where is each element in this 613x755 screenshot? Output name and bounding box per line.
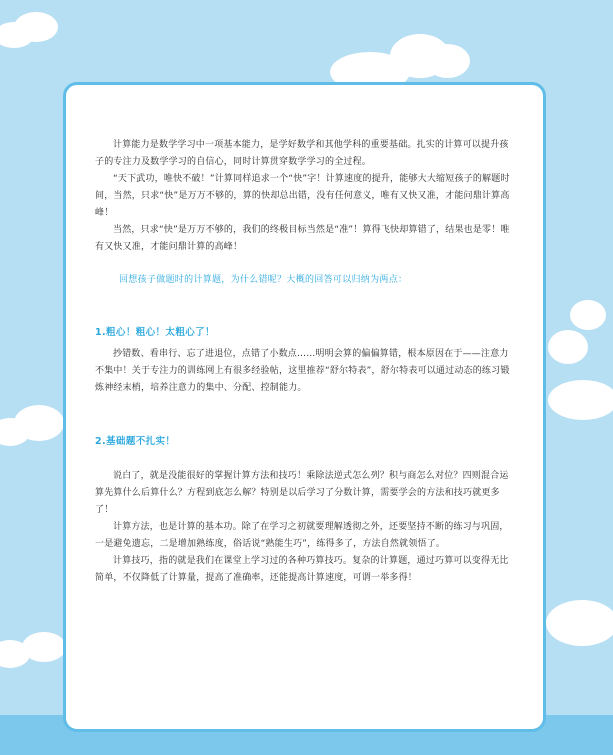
section-1-heading: 1.粗心！粗心！太粗心了！ (95, 327, 215, 338)
section-1-body: 抄错数、看串行、忘了进退位，点错了小数点……明明会算的偏偏算错，根本原因在于——注意力不集中！关于专注力的训练网上有很多经验帖，这里推荐“舒尔特表”，舒尔特表可以通过动态的练习锻炼神经末梢，培养注意力的集中、分配、控制能力。 (95, 349, 510, 393)
cloud-decoration (0, 22, 34, 48)
callout-question: 回想孩子做题时的计算题，为什么错呢？大概的回答可以归纳为两点： (119, 275, 408, 285)
cloud-decoration (0, 418, 30, 446)
section-2-paragraph-1: 说白了，就是没能很好的掌握计算方法和技巧！乘除法逆式怎么列？积与商怎么对位？四则混合运算先算什么后算什么？方程到底怎么解？特别是以后学习了分数计算，需要学会的方法和技巧就更多了！ (95, 471, 509, 515)
cloud-decoration (546, 600, 613, 646)
cloud-decoration (548, 380, 613, 420)
intro-paragraph-2: “天下武功，唯快不破！”计算同样追求一个“快”字！计算速度的提升，能够大大缩短孩子的解题时间，当然，只求“快”是万万不够的，算的快却总出错，没有任何意义，唯有又快又准，才能问鼎计算高峰！ (95, 174, 510, 218)
intro-paragraph-3: 当然，只求“快”是万万不够的，我们的终极目标当然是“准”！算得飞快却算错了，结果也是零！唯有又快又准，才能问鼎计算的高峰！ (95, 225, 510, 252)
section-2-heading: 2.基础题不扎实！ (95, 436, 176, 447)
intro-paragraph-1: 计算能力是数学学习中一项基本能力，是学好数学和其他学科的重要基础。扎实的计算可以提升孩子的专注力及数学学习的自信心，同时计算贯穿数学学习的全过程。 (95, 140, 509, 167)
cloud-decoration (548, 330, 588, 364)
cloud-decoration (0, 640, 30, 668)
section-2-paragraph-2: 计算方法，也是计算的基本功。除了在学习之初就要理解透彻之外，还要坚持不断的练习与巩固，一是避免遗忘，二是增加熟练度，俗话说“熟能生巧”，练得多了，方法自然就领悟了。 (95, 522, 509, 549)
cloud-decoration (425, 44, 470, 78)
section-2-paragraph-3: 计算技巧，指的就是我们在课堂上学习过的各种巧算技巧。复杂的计算题，通过巧算可以变得无比简单，不仅降低了计算量，提高了准确率，还能提高计算速度，可谓一举多得！ (95, 556, 509, 583)
cloud-decoration (570, 300, 606, 330)
article-body (95, 137, 517, 587)
